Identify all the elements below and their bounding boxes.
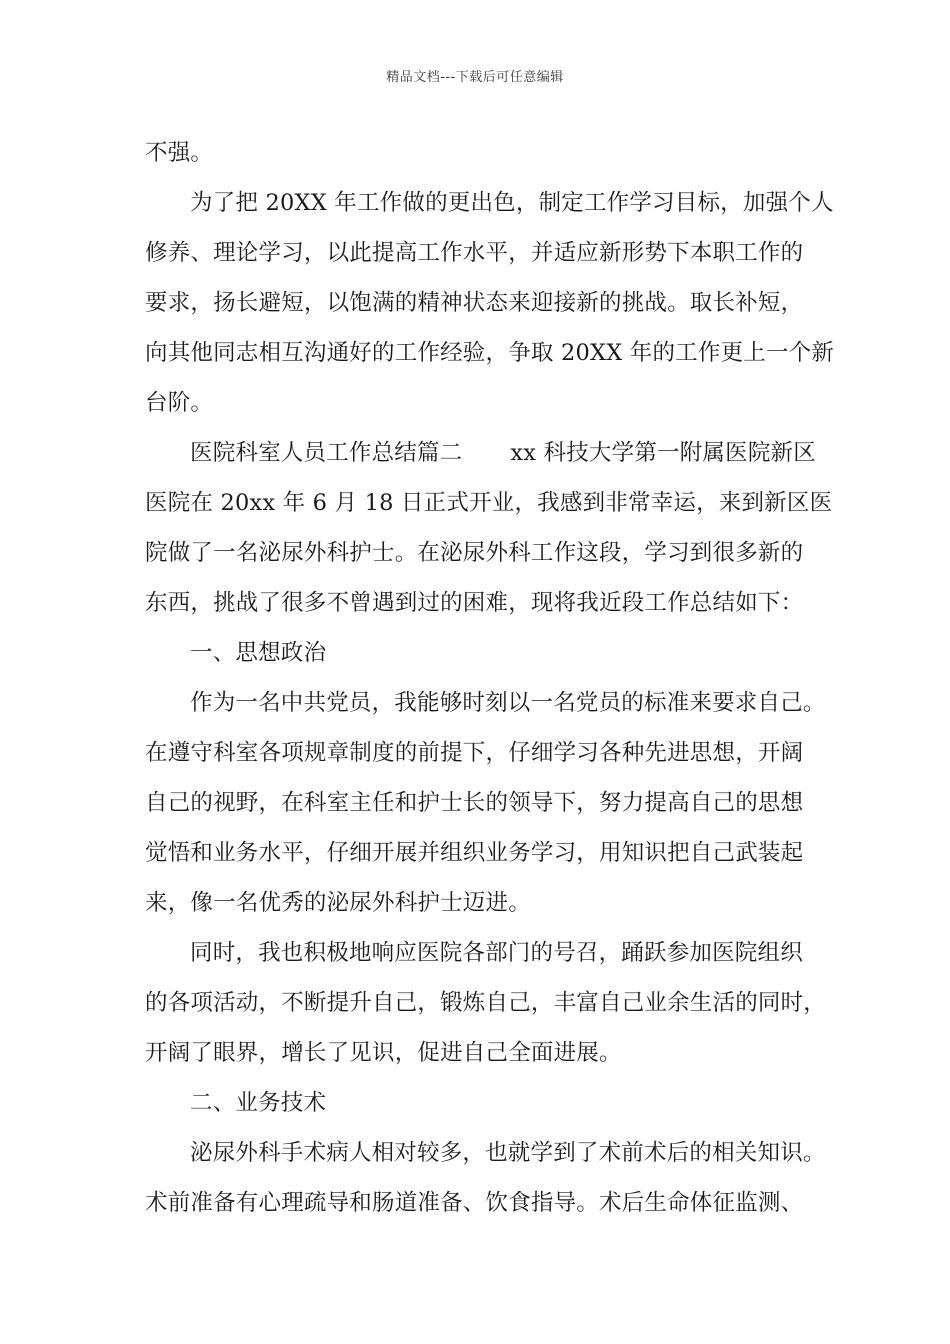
section-title-line [145, 428, 820, 478]
heading-politics: 一、思想政治 [190, 640, 327, 666]
text-line: 修养、理论学习，以此提高工作水平，并适应新形势下本职工作的 [145, 240, 804, 266]
text-line: 来，像一名优秀的泌尿外科护士迈进。 [145, 890, 531, 916]
heading-skills: 二、业务技术 [190, 1090, 327, 1116]
text-line: 台阶。 [145, 390, 214, 416]
page-header: 精品文档---下载后可任意编辑 [386, 70, 564, 85]
text-line: 东西，挑战了很多不曾遇到过的困难，现将我近段工作总结如下： [145, 590, 804, 616]
text-line: 术前准备有心理疏导和肠道准备、饮食指导。术后生命体征监测、 [145, 1190, 804, 1216]
text-line: 自己的视野，在科室主任和护士长的领导下，努力提高自己的思想 [145, 790, 804, 816]
text-line: 院做了一名泌尿外科护士。在泌尿外科工作这段，学习到很多新的 [145, 540, 804, 566]
text-line: 医院在 20xx 年 6 月 18 日正式开业，我感到非常幸运，来到新区医 [145, 490, 833, 516]
text-line: 同时，我也积极地响应医院各部门的号召，踊跃参加医院组织 [190, 940, 803, 966]
text-line: 觉悟和业务水平，仔细开展并组织业务学习，用知识把自己武装起 [145, 840, 804, 866]
text-line: 泌尿外科手术病人相对较多，也就学到了术前术后的相关知识。 [190, 1140, 826, 1166]
text-line: 不强。 [145, 140, 214, 166]
text-line: 在遵守科室各项规章制度的前提下，仔细学习各种先进思想，开阔 [145, 740, 804, 766]
document-body [145, 128, 835, 1228]
text-line: 向其他同志相互沟通好的工作经验，争取 20XX 年的工作更上一个新 [145, 340, 835, 366]
text-line: 开阔了眼界，增长了见识，促进自己全面进展。 [145, 1040, 622, 1066]
text-line: 要求，扬长避短，以饱满的精神状态来迎接新的挑战。取长补短， [145, 290, 804, 316]
text-line: 的各项活动，不断提升自己，锻炼自己，丰富自己业余生活的同时， [145, 990, 827, 1016]
section-title: 医院科室人员工作总结篇二 [190, 440, 463, 466]
text-line: 作为一名中共党员，我能够时刻以一名党员的标准来要求自己。 [190, 690, 826, 716]
text-segment: xx 科技大学第一附属医院新区 [510, 440, 816, 466]
text-line: 为了把 20XX 年工作做的更出色，制定工作学习目标，加强个人 [190, 190, 834, 216]
